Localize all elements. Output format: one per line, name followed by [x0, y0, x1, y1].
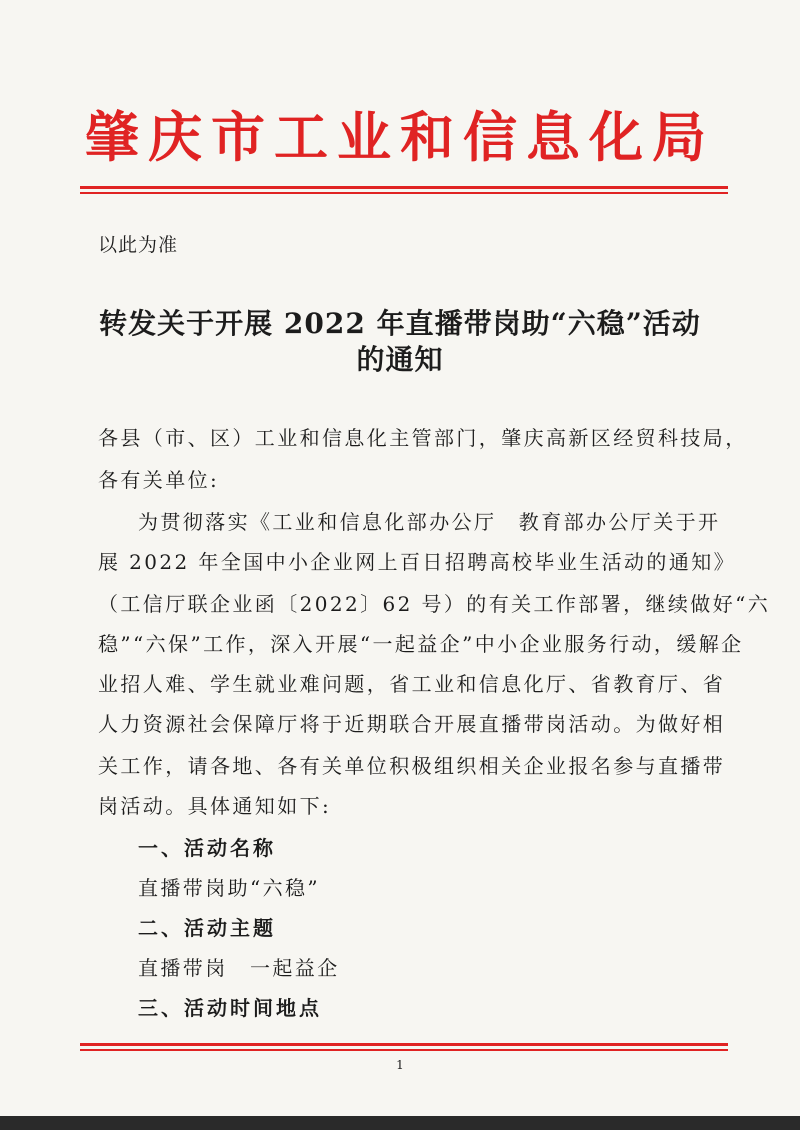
document-title-line-2: 的通知 [356, 343, 444, 376]
body-line: 人力资源社会保障厅将于近期联合开展直播带岗活动。为做好相 [98, 712, 726, 736]
section-2-text: 直播带岗 一起益企 [138, 956, 340, 980]
body-line: 各有关单位: [98, 468, 220, 492]
page-number: 1 [396, 1058, 404, 1072]
body-line: 关工作，请各地、各有关单位积极组织相关企业报名参与直播带 [98, 754, 726, 778]
body-line: 为贯彻落实《工业和信息化部办公厅 教育部办公厅关于开 [138, 510, 721, 534]
header-red-rule-thin [80, 192, 728, 194]
body-line: 各县（市、区）工业和信息化主管部门，肇庆高新区经贸科技局， [98, 426, 748, 450]
scan-edge [0, 1116, 800, 1130]
body-line: 展 2022 年全国中小企业网上百日招聘高校毕业生活动的通知》 [98, 550, 737, 574]
header-red-rule [80, 186, 728, 189]
footer-red-rule [80, 1043, 728, 1046]
document-title-line-1: 转发关于开展 2022 年直播带岗助“六稳”活动 [99, 307, 701, 340]
body-line: （工信厅联企业函〔2022〕62 号）的有关工作部署，继续做好“六 [98, 592, 771, 616]
section-2-heading: 二、活动主题 [138, 916, 276, 940]
body-line: 稳”“六保”工作，深入开展“一起益企”中小企业服务行动，缓解企 [98, 632, 744, 656]
section-1-text: 直播带岗助“六稳” [138, 876, 321, 900]
section-1-heading: 一、活动名称 [138, 836, 276, 860]
footer-red-rule-thin [80, 1049, 728, 1051]
validity-note: 以此为准 [98, 234, 179, 256]
body-line: 岗活动。具体通知如下: [98, 794, 332, 818]
section-3-heading: 三、活动时间地点 [138, 996, 322, 1020]
body-line: 业招人难、学生就业难问题，省工业和信息化厅、省教育厅、省 [98, 672, 726, 696]
department-header: 肇庆市工业和信息化局 [85, 105, 715, 169]
